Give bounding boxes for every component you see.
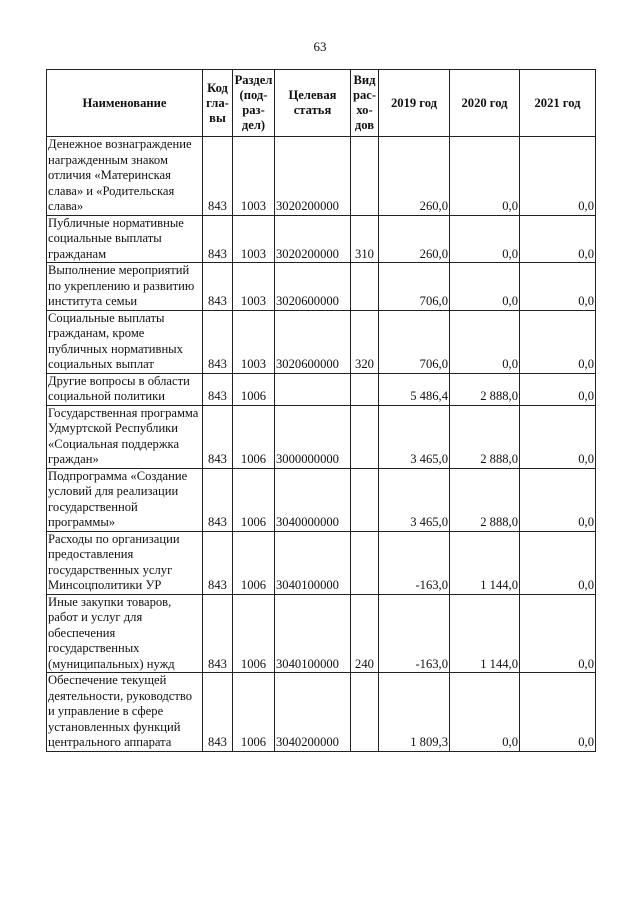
cell-2021: 0,0 bbox=[520, 215, 596, 263]
cell-exp-type bbox=[351, 405, 379, 468]
cell-article: 3020200000 bbox=[275, 215, 351, 263]
cell-section: 1003 bbox=[233, 263, 275, 311]
cell-2019: 706,0 bbox=[379, 263, 450, 311]
cell-name: Подпрограмма «Создание условий для реализации государственной программы» bbox=[47, 468, 203, 531]
cell-2021: 0,0 bbox=[520, 373, 596, 405]
cell-article: 3040000000 bbox=[275, 468, 351, 531]
cell-2021: 0,0 bbox=[520, 137, 596, 216]
header-section: Раздел (под- раз- дел) bbox=[233, 70, 275, 137]
cell-name: Другие вопросы в области социальной политики bbox=[47, 373, 203, 405]
header-exp-type: Вид рас- хо- дов bbox=[351, 70, 379, 137]
cell-article: 3040200000 bbox=[275, 673, 351, 752]
cell-article: 3000000000 bbox=[275, 405, 351, 468]
page-number: 63 bbox=[313, 39, 327, 54]
table-row bbox=[47, 405, 596, 468]
cell-name: Денежное вознаграждение награжденным знаком отличия «Материнская слава» и «Родительская слава» bbox=[47, 137, 203, 216]
table-body bbox=[47, 137, 596, 752]
header-2021: 2021 год bbox=[520, 70, 596, 137]
cell-2021: 0,0 bbox=[520, 594, 596, 673]
table-row bbox=[47, 531, 596, 594]
cell-2019: 5 486,4 bbox=[379, 373, 450, 405]
cell-2019: 260,0 bbox=[379, 215, 450, 263]
cell-section: 1006 bbox=[233, 468, 275, 531]
cell-article: 3040100000 bbox=[275, 531, 351, 594]
header-2020: 2020 год bbox=[450, 70, 520, 137]
cell-2020: 0,0 bbox=[450, 310, 520, 373]
table-row bbox=[47, 263, 596, 311]
cell-section: 1006 bbox=[233, 673, 275, 752]
cell-2020: 1 144,0 bbox=[450, 594, 520, 673]
cell-name: Иные закупки товаров, работ и услуг для обеспечения государственных (муниципальных) нужд bbox=[47, 594, 203, 673]
cell-exp-type bbox=[351, 673, 379, 752]
cell-code: 843 bbox=[203, 310, 233, 373]
cell-2020: 0,0 bbox=[450, 673, 520, 752]
table-row bbox=[47, 310, 596, 373]
cell-exp-type bbox=[351, 137, 379, 216]
header-article: Целевая статья bbox=[275, 70, 351, 137]
cell-code: 843 bbox=[203, 405, 233, 468]
cell-section: 1006 bbox=[233, 594, 275, 673]
cell-2021: 0,0 bbox=[520, 310, 596, 373]
cell-2020: 0,0 bbox=[450, 263, 520, 311]
cell-code: 843 bbox=[203, 673, 233, 752]
table-row bbox=[47, 594, 596, 673]
cell-code: 843 bbox=[203, 263, 233, 311]
cell-2019: -163,0 bbox=[379, 594, 450, 673]
cell-2019: 3 465,0 bbox=[379, 405, 450, 468]
header-code: Код гла- вы bbox=[203, 70, 233, 137]
cell-exp-type bbox=[351, 468, 379, 531]
cell-2020: 0,0 bbox=[450, 215, 520, 263]
cell-section: 1006 bbox=[233, 405, 275, 468]
cell-2019: -163,0 bbox=[379, 531, 450, 594]
cell-2020: 2 888,0 bbox=[450, 373, 520, 405]
cell-article bbox=[275, 373, 351, 405]
cell-code: 843 bbox=[203, 373, 233, 405]
cell-2020: 2 888,0 bbox=[450, 405, 520, 468]
cell-2021: 0,0 bbox=[520, 468, 596, 531]
cell-2020: 2 888,0 bbox=[450, 468, 520, 531]
cell-name: Публичные нормативные социальные выплаты гражданам bbox=[47, 215, 203, 263]
table-row bbox=[47, 673, 596, 752]
cell-section: 1006 bbox=[233, 531, 275, 594]
cell-2020: 0,0 bbox=[450, 137, 520, 216]
cell-code: 843 bbox=[203, 531, 233, 594]
cell-2021: 0,0 bbox=[520, 263, 596, 311]
cell-article: 3040100000 bbox=[275, 594, 351, 673]
cell-exp-type bbox=[351, 373, 379, 405]
cell-2019: 3 465,0 bbox=[379, 468, 450, 531]
header-row bbox=[47, 70, 596, 137]
budget-table bbox=[46, 69, 596, 752]
cell-2021: 0,0 bbox=[520, 405, 596, 468]
cell-2021: 0,0 bbox=[520, 673, 596, 752]
header-2019: 2019 год bbox=[379, 70, 450, 137]
cell-code: 843 bbox=[203, 215, 233, 263]
cell-name: Расходы по организации предоставления государственных услуг Минсоцполитики УР bbox=[47, 531, 203, 594]
table-row bbox=[47, 137, 596, 216]
cell-code: 843 bbox=[203, 594, 233, 673]
cell-code: 843 bbox=[203, 137, 233, 216]
cell-exp-type: 310 bbox=[351, 215, 379, 263]
cell-article: 3020200000 bbox=[275, 137, 351, 216]
cell-section: 1003 bbox=[233, 215, 275, 263]
cell-section: 1003 bbox=[233, 137, 275, 216]
cell-exp-type bbox=[351, 263, 379, 311]
cell-code: 843 bbox=[203, 468, 233, 531]
cell-2019: 1 809,3 bbox=[379, 673, 450, 752]
cell-exp-type bbox=[351, 531, 379, 594]
table-row bbox=[47, 373, 596, 405]
cell-name: Обеспечение текущей деятельности, руководство и управление в сфере установленных функций центрального аппарата bbox=[47, 673, 203, 752]
cell-article: 3020600000 bbox=[275, 310, 351, 373]
cell-2020: 1 144,0 bbox=[450, 531, 520, 594]
cell-2021: 0,0 bbox=[520, 531, 596, 594]
table-row bbox=[47, 215, 596, 263]
cell-exp-type: 320 bbox=[351, 310, 379, 373]
cell-2019: 706,0 bbox=[379, 310, 450, 373]
cell-2019: 260,0 bbox=[379, 137, 450, 216]
cell-article: 3020600000 bbox=[275, 263, 351, 311]
cell-exp-type: 240 bbox=[351, 594, 379, 673]
cell-name: Выполнение мероприятий по укреплению и развитию института семьи bbox=[47, 263, 203, 311]
cell-name: Государственная программа Удмуртской Республики «Социальная поддержка граждан» bbox=[47, 405, 203, 468]
table-row bbox=[47, 468, 596, 531]
cell-section: 1006 bbox=[233, 373, 275, 405]
cell-name: Социальные выплаты гражданам, кроме публичных нормативных социальных выплат bbox=[47, 310, 203, 373]
cell-section: 1003 bbox=[233, 310, 275, 373]
header-name: Наименование bbox=[47, 70, 203, 137]
